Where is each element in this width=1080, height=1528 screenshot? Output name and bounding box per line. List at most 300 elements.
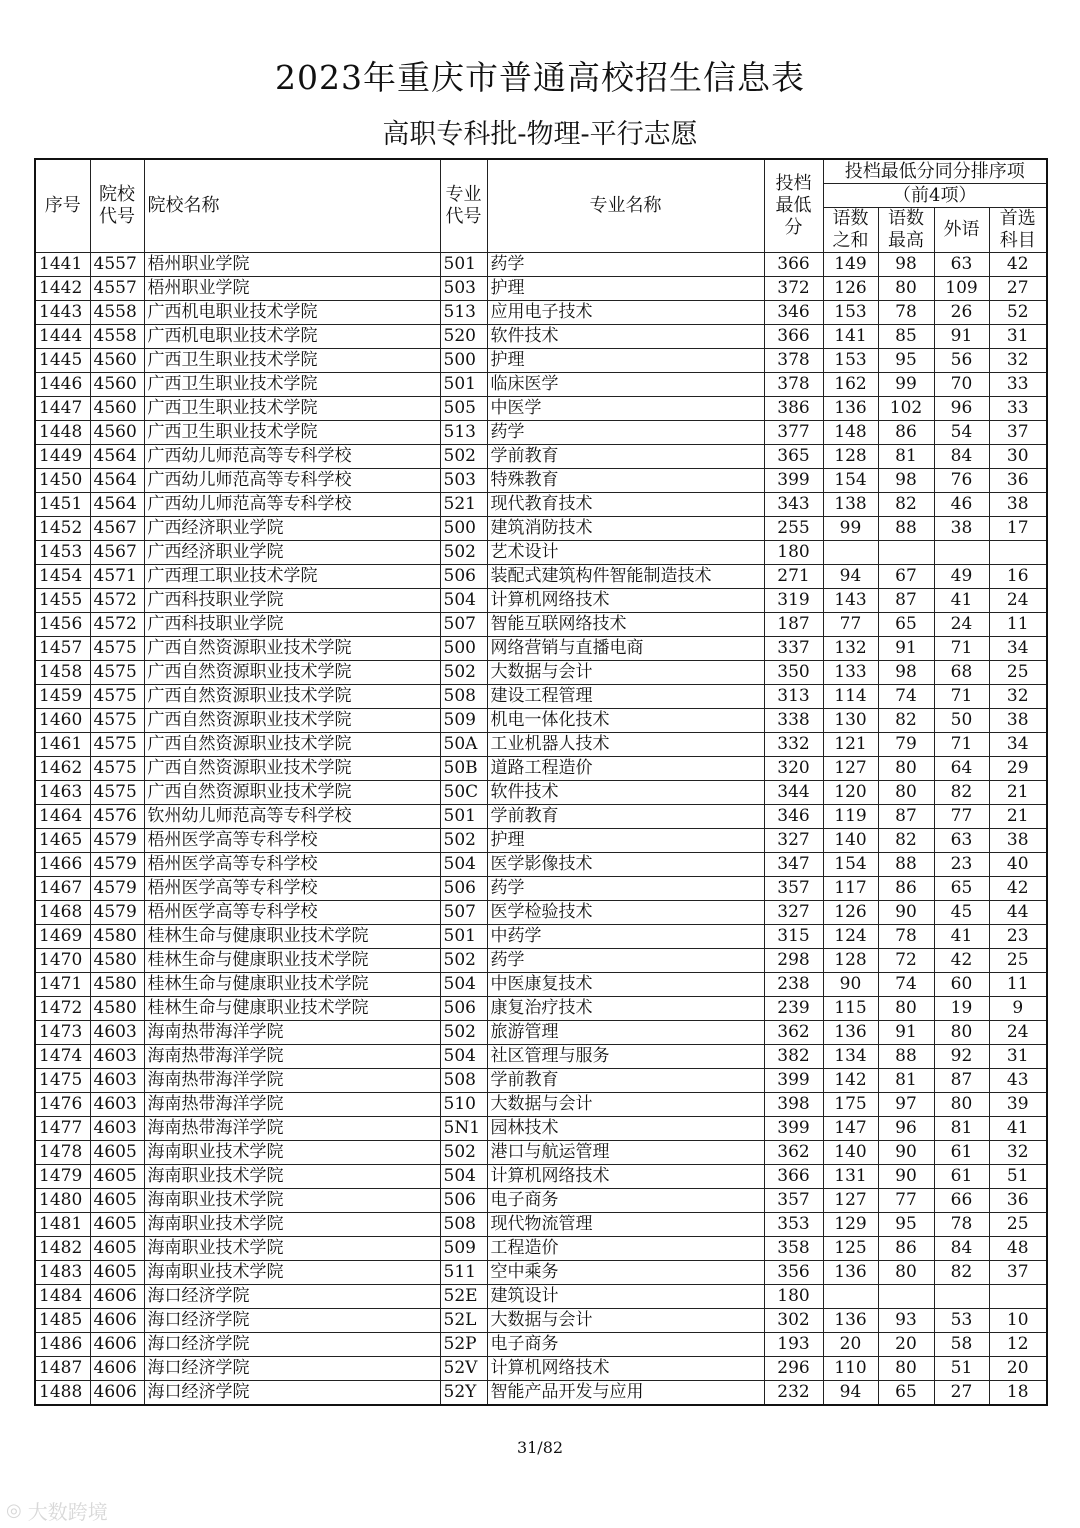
cell-school-code: 4576 <box>90 805 144 829</box>
cell-school-name: 钦州幼儿师范高等专科学校 <box>144 805 440 829</box>
cell-seq: 1467 <box>35 877 90 901</box>
cell-major-code: 501 <box>440 805 487 829</box>
cell-major-name: 药学 <box>487 877 764 901</box>
cell-first-subject: 23 <box>989 925 1047 949</box>
table-row <box>35 421 1047 445</box>
table-row <box>35 517 1047 541</box>
cell-major-code: 510 <box>440 1093 487 1117</box>
cell-major-code: 508 <box>440 1213 487 1237</box>
cell-school-code: 4606 <box>90 1333 144 1357</box>
cell-yushu-max: 90 <box>878 901 934 925</box>
cell-foreign: 71 <box>934 637 989 661</box>
cell-min-score: 353 <box>764 1213 823 1237</box>
cell-major-code: 52P <box>440 1333 487 1357</box>
cell-major-name: 药学 <box>487 253 764 277</box>
cell-first-subject: 32 <box>989 1141 1047 1165</box>
table-row <box>35 1357 1047 1381</box>
cell-yushu-max: 96 <box>878 1117 934 1141</box>
cell-first-subject: 32 <box>989 685 1047 709</box>
cell-school-name: 梧州职业学院 <box>144 277 440 301</box>
brand-watermark <box>6 1496 108 1525</box>
cell-yushu-sum: 125 <box>823 1237 878 1261</box>
cell-min-score: 382 <box>764 1045 823 1069</box>
cell-major-code: 504 <box>440 853 487 877</box>
cell-min-score: 350 <box>764 661 823 685</box>
cell-school-name: 桂林生命与健康职业技术学院 <box>144 925 440 949</box>
cell-seq: 1452 <box>35 517 90 541</box>
cell-major-code: 52L <box>440 1309 487 1333</box>
cell-yushu-max: 82 <box>878 493 934 517</box>
cell-seq: 1478 <box>35 1141 90 1165</box>
cell-seq: 1488 <box>35 1381 90 1406</box>
cell-first-subject: 42 <box>989 253 1047 277</box>
cell-first-subject: 25 <box>989 949 1047 973</box>
header-major-name: 专业名称 <box>487 159 764 253</box>
table-row <box>35 469 1047 493</box>
cell-first-subject: 52 <box>989 301 1047 325</box>
cell-major-name: 工程造价 <box>487 1237 764 1261</box>
cell-school-code: 4603 <box>90 1021 144 1045</box>
cell-foreign: 54 <box>934 421 989 445</box>
cell-school-name: 梧州医学高等专科学校 <box>144 877 440 901</box>
cell-school-code: 4580 <box>90 949 144 973</box>
cell-school-code: 4567 <box>90 517 144 541</box>
cell-first-subject: 51 <box>989 1165 1047 1189</box>
cell-major-name: 港口与航运管理 <box>487 1141 764 1165</box>
cell-school-name: 广西自然资源职业技术学院 <box>144 661 440 685</box>
cell-school-name: 海南热带海洋学院 <box>144 1117 440 1141</box>
cell-major-name: 电子商务 <box>487 1333 764 1357</box>
cell-first-subject: 36 <box>989 469 1047 493</box>
cell-first-subject: 9 <box>989 997 1047 1021</box>
cell-yushu-max: 81 <box>878 445 934 469</box>
cell-seq: 1469 <box>35 925 90 949</box>
cell-yushu-max: 87 <box>878 589 934 613</box>
cell-yushu-sum: 136 <box>823 1309 878 1333</box>
header-tie-group-sub: （前4项） <box>823 184 1047 208</box>
cell-school-name: 广西卫生职业技术学院 <box>144 373 440 397</box>
cell-seq: 1445 <box>35 349 90 373</box>
cell-seq: 1457 <box>35 637 90 661</box>
cell-major-code: 502 <box>440 829 487 853</box>
cell-yushu-sum: 175 <box>823 1093 878 1117</box>
cell-major-code: 506 <box>440 997 487 1021</box>
cell-school-name: 桂林生命与健康职业技术学院 <box>144 997 440 1021</box>
cell-yushu-sum: 126 <box>823 277 878 301</box>
cell-min-score: 346 <box>764 805 823 829</box>
cell-min-score: 357 <box>764 877 823 901</box>
cell-major-code: 509 <box>440 1237 487 1261</box>
cell-school-code: 4564 <box>90 469 144 493</box>
cell-major-name: 药学 <box>487 949 764 973</box>
table-row <box>35 541 1047 565</box>
cell-first-subject: 33 <box>989 397 1047 421</box>
cell-major-name: 护理 <box>487 277 764 301</box>
table-row <box>35 925 1047 949</box>
cell-foreign <box>934 1285 989 1309</box>
cell-school-name: 梧州医学高等专科学校 <box>144 901 440 925</box>
cell-major-code: 50A <box>440 733 487 757</box>
cell-first-subject: 24 <box>989 1021 1047 1045</box>
cell-yushu-sum: 121 <box>823 733 878 757</box>
cell-school-code: 4557 <box>90 253 144 277</box>
cell-first-subject: 17 <box>989 517 1047 541</box>
header-foreign: 外语 <box>934 208 989 253</box>
cell-school-code: 4605 <box>90 1261 144 1285</box>
cell-seq: 1479 <box>35 1165 90 1189</box>
cell-school-name: 海南热带海洋学院 <box>144 1069 440 1093</box>
table-row <box>35 973 1047 997</box>
cell-first-subject: 20 <box>989 1357 1047 1381</box>
cell-yushu-max: 90 <box>878 1165 934 1189</box>
cell-min-score: 238 <box>764 973 823 997</box>
cell-yushu-max: 80 <box>878 1261 934 1285</box>
cell-foreign: 27 <box>934 1381 989 1406</box>
cell-min-score: 327 <box>764 829 823 853</box>
cell-major-code: 502 <box>440 1141 487 1165</box>
cell-major-name: 大数据与会计 <box>487 1093 764 1117</box>
cell-foreign: 45 <box>934 901 989 925</box>
cell-major-name: 旅游管理 <box>487 1021 764 1045</box>
cell-min-score: 337 <box>764 637 823 661</box>
cell-first-subject: 38 <box>989 493 1047 517</box>
cell-major-code: 521 <box>440 493 487 517</box>
cell-foreign: 84 <box>934 445 989 469</box>
cell-seq: 1458 <box>35 661 90 685</box>
cell-school-name: 海南热带海洋学院 <box>144 1021 440 1045</box>
cell-min-score: 346 <box>764 301 823 325</box>
cell-foreign: 61 <box>934 1165 989 1189</box>
cell-foreign: 84 <box>934 1237 989 1261</box>
cell-yushu-sum: 138 <box>823 493 878 517</box>
cell-major-code: 503 <box>440 277 487 301</box>
cell-seq: 1482 <box>35 1237 90 1261</box>
cell-min-score: 232 <box>764 1381 823 1406</box>
cell-min-score: 399 <box>764 469 823 493</box>
cell-school-name: 海南职业技术学院 <box>144 1261 440 1285</box>
cell-school-code: 4579 <box>90 901 144 925</box>
cell-yushu-max: 98 <box>878 253 934 277</box>
cell-first-subject: 33 <box>989 373 1047 397</box>
cell-major-name: 计算机网络技术 <box>487 1357 764 1381</box>
cell-yushu-max: 80 <box>878 1357 934 1381</box>
cell-yushu-sum: 149 <box>823 253 878 277</box>
cell-major-name: 智能产品开发与应用 <box>487 1381 764 1406</box>
table-row <box>35 1285 1047 1309</box>
cell-yushu-max: 97 <box>878 1093 934 1117</box>
cell-min-score: 298 <box>764 949 823 973</box>
cell-seq: 1477 <box>35 1117 90 1141</box>
cell-major-code: 504 <box>440 1165 487 1189</box>
cell-major-name: 建筑消防技术 <box>487 517 764 541</box>
cell-first-subject: 30 <box>989 445 1047 469</box>
cell-yushu-sum: 140 <box>823 829 878 853</box>
cell-school-name: 广西卫生职业技术学院 <box>144 421 440 445</box>
cell-seq: 1468 <box>35 901 90 925</box>
cell-first-subject: 16 <box>989 565 1047 589</box>
cell-school-code: 4606 <box>90 1285 144 1309</box>
cell-min-score: 377 <box>764 421 823 445</box>
table-row <box>35 709 1047 733</box>
cell-school-name: 广西理工职业技术学院 <box>144 565 440 589</box>
cell-min-score: 319 <box>764 589 823 613</box>
cell-foreign: 70 <box>934 373 989 397</box>
cell-major-code: 520 <box>440 325 487 349</box>
cell-major-name: 现代教育技术 <box>487 493 764 517</box>
table-row <box>35 1261 1047 1285</box>
cell-first-subject: 21 <box>989 781 1047 805</box>
cell-school-code: 4575 <box>90 685 144 709</box>
cell-school-name: 广西自然资源职业技术学院 <box>144 709 440 733</box>
table-row <box>35 589 1047 613</box>
cell-seq: 1451 <box>35 493 90 517</box>
cell-school-name: 海口经济学院 <box>144 1381 440 1406</box>
cell-seq: 1463 <box>35 781 90 805</box>
cell-yushu-max: 67 <box>878 565 934 589</box>
cell-first-subject: 25 <box>989 661 1047 685</box>
cell-min-score: 332 <box>764 733 823 757</box>
cell-major-name: 护理 <box>487 829 764 853</box>
cell-seq: 1475 <box>35 1069 90 1093</box>
cell-yushu-sum: 136 <box>823 1261 878 1285</box>
cell-yushu-sum: 153 <box>823 301 878 325</box>
cell-school-code: 4603 <box>90 1117 144 1141</box>
cell-school-code: 4606 <box>90 1357 144 1381</box>
table-row <box>35 877 1047 901</box>
cell-seq: 1464 <box>35 805 90 829</box>
cell-yushu-sum: 128 <box>823 445 878 469</box>
cell-yushu-max: 80 <box>878 781 934 805</box>
cell-foreign: 76 <box>934 469 989 493</box>
cell-yushu-sum: 124 <box>823 925 878 949</box>
cell-major-code: 502 <box>440 949 487 973</box>
header-school-code: 院校代号 <box>90 159 144 253</box>
cell-yushu-max: 85 <box>878 325 934 349</box>
cell-min-score: 187 <box>764 613 823 637</box>
cell-first-subject: 31 <box>989 1045 1047 1069</box>
cell-school-code: 4579 <box>90 829 144 853</box>
table-row <box>35 565 1047 589</box>
cell-school-code: 4579 <box>90 853 144 877</box>
cell-major-name: 大数据与会计 <box>487 1309 764 1333</box>
cell-seq: 1465 <box>35 829 90 853</box>
cell-min-score: 180 <box>764 1285 823 1309</box>
header-school-name: 院校名称 <box>144 159 440 253</box>
cell-first-subject: 18 <box>989 1381 1047 1406</box>
cell-seq: 1471 <box>35 973 90 997</box>
cell-yushu-sum: 117 <box>823 877 878 901</box>
cell-first-subject: 38 <box>989 709 1047 733</box>
cell-foreign: 82 <box>934 1261 989 1285</box>
cell-school-name: 广西科技职业学院 <box>144 613 440 637</box>
cell-first-subject <box>989 541 1047 565</box>
cell-school-code: 4572 <box>90 589 144 613</box>
cell-seq: 1487 <box>35 1357 90 1381</box>
cell-foreign: 63 <box>934 253 989 277</box>
cell-yushu-sum: 77 <box>823 613 878 637</box>
cell-first-subject: 43 <box>989 1069 1047 1093</box>
cell-major-code: 513 <box>440 421 487 445</box>
cell-seq: 1461 <box>35 733 90 757</box>
cell-major-code: 5N1 <box>440 1117 487 1141</box>
table-row <box>35 373 1047 397</box>
cell-school-code: 4575 <box>90 757 144 781</box>
cell-school-name: 广西自然资源职业技术学院 <box>144 685 440 709</box>
cell-yushu-sum: 162 <box>823 373 878 397</box>
cell-foreign: 80 <box>934 1093 989 1117</box>
cell-min-score: 356 <box>764 1261 823 1285</box>
cell-foreign: 26 <box>934 301 989 325</box>
cell-major-name: 道路工程造价 <box>487 757 764 781</box>
cell-yushu-max: 102 <box>878 397 934 421</box>
table-row <box>35 997 1047 1021</box>
cell-major-name: 药学 <box>487 421 764 445</box>
cell-major-name: 护理 <box>487 349 764 373</box>
cell-major-code: 509 <box>440 709 487 733</box>
cell-yushu-sum: 154 <box>823 853 878 877</box>
cell-min-score: 358 <box>764 1237 823 1261</box>
cell-yushu-max: 65 <box>878 613 934 637</box>
cell-yushu-max: 95 <box>878 349 934 373</box>
cell-school-code: 4558 <box>90 325 144 349</box>
cell-foreign: 19 <box>934 997 989 1021</box>
cell-foreign: 41 <box>934 925 989 949</box>
cell-major-code: 52E <box>440 1285 487 1309</box>
cell-yushu-max: 80 <box>878 757 934 781</box>
cell-school-code: 4605 <box>90 1165 144 1189</box>
cell-first-subject: 11 <box>989 973 1047 997</box>
cell-school-code: 4560 <box>90 349 144 373</box>
cell-major-code: 52V <box>440 1357 487 1381</box>
cell-first-subject <box>989 1285 1047 1309</box>
cell-major-code: 505 <box>440 397 487 421</box>
cell-yushu-sum: 119 <box>823 805 878 829</box>
cell-major-code: 500 <box>440 349 487 373</box>
cell-seq: 1448 <box>35 421 90 445</box>
cell-seq: 1460 <box>35 709 90 733</box>
table-row <box>35 1213 1047 1237</box>
cell-seq: 1474 <box>35 1045 90 1069</box>
cell-first-subject: 32 <box>989 349 1047 373</box>
cell-major-code: 504 <box>440 589 487 613</box>
cell-major-code: 513 <box>440 301 487 325</box>
cell-school-code: 4557 <box>90 277 144 301</box>
cell-seq: 1481 <box>35 1213 90 1237</box>
cell-major-name: 中药学 <box>487 925 764 949</box>
cell-yushu-max: 98 <box>878 661 934 685</box>
cell-foreign: 63 <box>934 829 989 853</box>
cell-seq: 1473 <box>35 1021 90 1045</box>
cell-yushu-sum: 94 <box>823 565 878 589</box>
cell-yushu-sum: 128 <box>823 949 878 973</box>
cell-yushu-max: 72 <box>878 949 934 973</box>
cell-yushu-max: 95 <box>878 1213 934 1237</box>
cell-first-subject: 40 <box>989 853 1047 877</box>
cell-foreign: 109 <box>934 277 989 301</box>
header-min-score: 投档最低分 <box>764 159 823 253</box>
table-row <box>35 1117 1047 1141</box>
cell-major-name: 现代物流管理 <box>487 1213 764 1237</box>
cell-major-name: 学前教育 <box>487 1069 764 1093</box>
cell-seq: 1449 <box>35 445 90 469</box>
cell-min-score: 193 <box>764 1333 823 1357</box>
cell-school-name: 海口经济学院 <box>144 1357 440 1381</box>
cell-school-code: 4580 <box>90 973 144 997</box>
weibo-icon: ◎ <box>6 1500 22 1521</box>
cell-yushu-max: 78 <box>878 925 934 949</box>
page-subtitle: 高职专科批-物理-平行志愿 <box>382 119 698 150</box>
cell-major-code: 503 <box>440 469 487 493</box>
cell-yushu-sum: 120 <box>823 781 878 805</box>
cell-yushu-max: 91 <box>878 1021 934 1045</box>
table-row <box>35 901 1047 925</box>
cell-seq: 1443 <box>35 301 90 325</box>
cell-major-name: 学前教育 <box>487 445 764 469</box>
cell-foreign: 71 <box>934 685 989 709</box>
cell-yushu-sum: 90 <box>823 973 878 997</box>
cell-yushu-max: 79 <box>878 733 934 757</box>
page-number: 31/82 <box>516 1438 564 1457</box>
cell-school-name: 广西经济职业学院 <box>144 541 440 565</box>
table-row <box>35 853 1047 877</box>
cell-yushu-sum: 130 <box>823 709 878 733</box>
table-row <box>35 637 1047 661</box>
cell-yushu-max: 86 <box>878 877 934 901</box>
cell-first-subject: 34 <box>989 637 1047 661</box>
cell-yushu-max: 93 <box>878 1309 934 1333</box>
cell-seq: 1453 <box>35 541 90 565</box>
cell-yushu-sum: 141 <box>823 325 878 349</box>
cell-yushu-sum: 134 <box>823 1045 878 1069</box>
table-row <box>35 325 1047 349</box>
cell-foreign: 60 <box>934 973 989 997</box>
cell-yushu-max <box>878 1285 934 1309</box>
cell-school-name: 广西自然资源职业技术学院 <box>144 781 440 805</box>
cell-min-score: 315 <box>764 925 823 949</box>
cell-school-name: 广西自然资源职业技术学院 <box>144 733 440 757</box>
table-row <box>35 1189 1047 1213</box>
cell-seq: 1444 <box>35 325 90 349</box>
cell-seq: 1447 <box>35 397 90 421</box>
cell-school-code: 4571 <box>90 565 144 589</box>
cell-yushu-sum: 20 <box>823 1333 878 1357</box>
cell-school-code: 4603 <box>90 1093 144 1117</box>
cell-school-name: 广西科技职业学院 <box>144 589 440 613</box>
cell-foreign: 56 <box>934 349 989 373</box>
table-row <box>35 613 1047 637</box>
cell-yushu-sum: 153 <box>823 349 878 373</box>
cell-major-name: 软件技术 <box>487 781 764 805</box>
cell-foreign: 78 <box>934 1213 989 1237</box>
cell-foreign: 49 <box>934 565 989 589</box>
cell-first-subject: 27 <box>989 277 1047 301</box>
table-row <box>35 445 1047 469</box>
admission-table <box>34 158 1048 1406</box>
cell-major-name: 网络营销与直播电商 <box>487 637 764 661</box>
cell-yushu-sum: 99 <box>823 517 878 541</box>
cell-seq: 1466 <box>35 853 90 877</box>
cell-min-score: 386 <box>764 397 823 421</box>
table-row <box>35 661 1047 685</box>
cell-school-name: 海南职业技术学院 <box>144 1165 440 1189</box>
cell-major-code: 500 <box>440 517 487 541</box>
cell-major-code: 511 <box>440 1261 487 1285</box>
cell-major-name: 大数据与会计 <box>487 661 764 685</box>
cell-yushu-max: 87 <box>878 805 934 829</box>
cell-foreign <box>934 541 989 565</box>
cell-min-score: 362 <box>764 1021 823 1045</box>
cell-major-name: 中医康复技术 <box>487 973 764 997</box>
